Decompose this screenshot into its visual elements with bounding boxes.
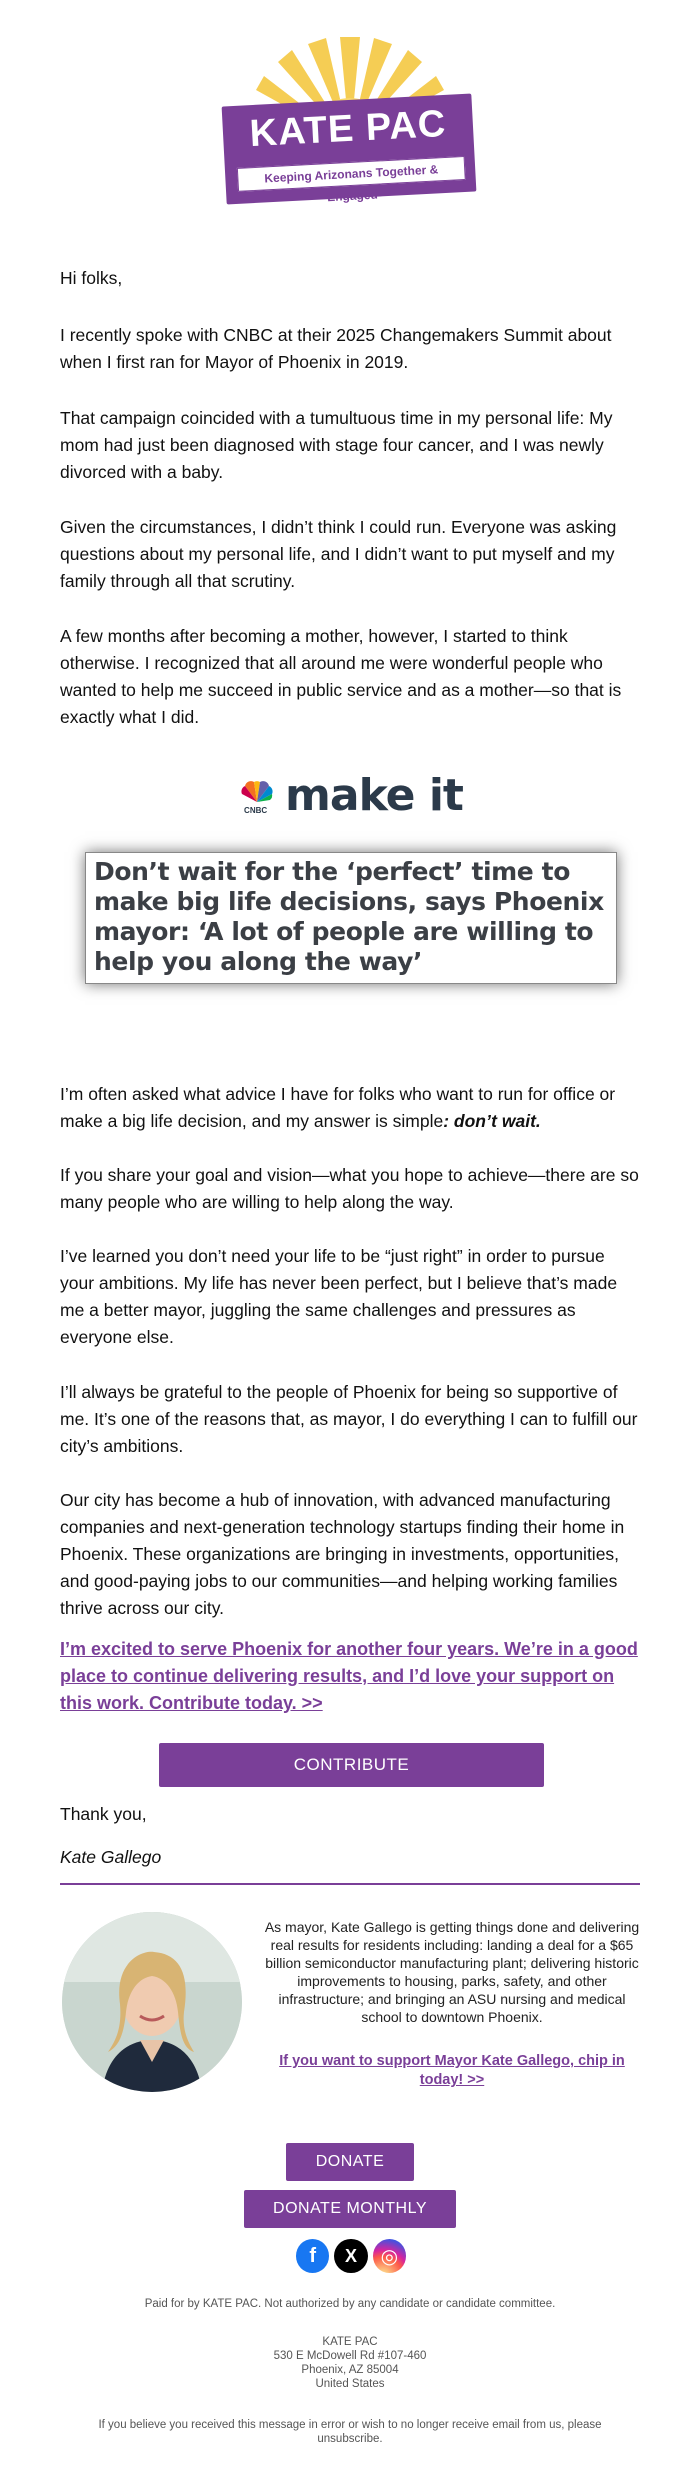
instagram-glyph: ◎ xyxy=(380,2245,399,2268)
instagram-icon[interactable] xyxy=(373,2239,406,2273)
greeting: Hi folks, xyxy=(60,268,123,288)
paragraph-vision: If you share your goal and vision—what you hope to achieve—there are so many people who are willing to help along the way. xyxy=(60,1165,639,1212)
cnbc-make-it-logo[interactable] xyxy=(0,770,700,821)
portrait-illustration xyxy=(62,1912,242,2092)
address-name: KATE PAC xyxy=(322,2336,378,2348)
facebook-glyph: f xyxy=(309,2244,316,2267)
address-line1: 530 E McDowell Rd #107-460 xyxy=(273,2350,427,2362)
signature: Kate Gallego xyxy=(60,1847,162,1867)
kate-gallego-photo xyxy=(62,1912,242,2092)
cnbc-headline-card[interactable] xyxy=(85,852,617,984)
intro-paragraph-3: Given the circumstances, I didn’t think I could run. Everyone was asking questions about my personal life, and I didn’t want to put myself and my family through all that scrutiny. xyxy=(60,517,617,591)
mailing-address xyxy=(60,2335,640,2391)
make-it-wordmark: make it xyxy=(285,770,463,821)
paragraph-ambitions: I’ve learned you don’t need your life to be “just right” in order to pursue your ambitions. My life has never been perfect, but I believe that’s made me a better mayor, juggling the same challenges and pressures as everyone else. xyxy=(60,1246,618,1347)
paragraph-grateful: I’ll always be grateful to the people of Phoenix for being so supportive of me. It’s one of the reasons that, as mayor, I do everything I can to fulfill our city’s ambitions. xyxy=(60,1382,638,1456)
contribute-cta-link[interactable]: I’m excited to serve Phoenix for another four years. We’re in a good place to continue delivering results, and I’d love your support on this work. Contribute today. >> xyxy=(60,1639,638,1713)
intro-paragraph-4: A few months after becoming a mother, however, I started to think otherwise. I recognized that all around me were wonderful people who wanted to help me succeed in public service and as a mother—so that is exactly what I did. xyxy=(60,626,622,727)
paragraph-innovation: Our city has become a hub of innovation, with advanced manufacturing companies and next-generation technology startups finding their home in Phoenix. These organizations are bringing in investments, opportunities, and good-paying jobs to our communities—and helping working families thrive across our city. xyxy=(60,1490,625,1618)
divider xyxy=(60,1883,640,1885)
unsubscribe-notice[interactable]: If you believe you received this message in error or wish to no longer receive email from us, please unsubscribe. xyxy=(98,2419,602,2445)
paragraph-advice xyxy=(60,1081,640,1135)
cnbc-peacock-icon xyxy=(240,778,274,804)
x-icon[interactable] xyxy=(334,2239,367,2273)
donate-button[interactable]: DONATE xyxy=(286,2143,414,2181)
logo-box xyxy=(222,94,477,205)
logo-title: KATE PAC xyxy=(248,102,448,156)
advice-text: I’m often asked what advice I have for folks who want to run for office or make a big life decision, and my answer is simple xyxy=(60,1084,616,1131)
paid-for-disclaimer: Paid for by KATE PAC. Not authorized by any candidate or candidate committee. xyxy=(144,2298,556,2310)
donate-monthly-button[interactable]: DONATE MONTHLY xyxy=(244,2190,456,2228)
cnbc-small-label: CNBC xyxy=(244,805,268,815)
contribute-button[interactable]: CONTRIBUTE xyxy=(159,1743,544,1787)
logo-tagline: Keeping Arizonans Together & Engaged xyxy=(237,156,466,192)
address-line2: Phoenix, AZ 85004 xyxy=(301,2364,399,2376)
social-links xyxy=(296,2239,406,2275)
bio-text: As mayor, Kate Gallego is getting things done and delivering real results for residents including: landing a deal for a $65 billion semiconductor manufacturing plant; delivering historic improvements to housing, parks, safety, and other infrastructure; and bringing an ASU nursing and medical school to downtown Phoenix. xyxy=(264,1919,640,2025)
kate-pac-logo xyxy=(0,32,700,205)
chip-in-link[interactable]: If you want to support Mayor Kate Gallego, chip in today! >> xyxy=(279,2053,625,2088)
advice-emphasis: : don’t wait. xyxy=(443,1111,541,1131)
intro-paragraph-1: I recently spoke with CNBC at their 2025 Changemakers Summit about when I first ran for Mayor of Phoenix in 2019. xyxy=(60,325,612,372)
cnbc-headline: Don’t wait for the ‘perfect’ time to make big life decisions, says Phoenix mayor: ‘A lot of people are willing to help you along the way’ xyxy=(94,857,604,976)
thank-you: Thank you, xyxy=(60,1804,147,1824)
facebook-icon[interactable] xyxy=(296,2239,329,2273)
address-country: United States xyxy=(315,2378,385,2390)
intro-paragraph-2: That campaign coincided with a tumultuous time in my personal life: My mom had just been diagnosed with stage four cancer, and I was newly divorced with a baby. xyxy=(60,408,613,482)
x-glyph: X xyxy=(344,2245,357,2266)
